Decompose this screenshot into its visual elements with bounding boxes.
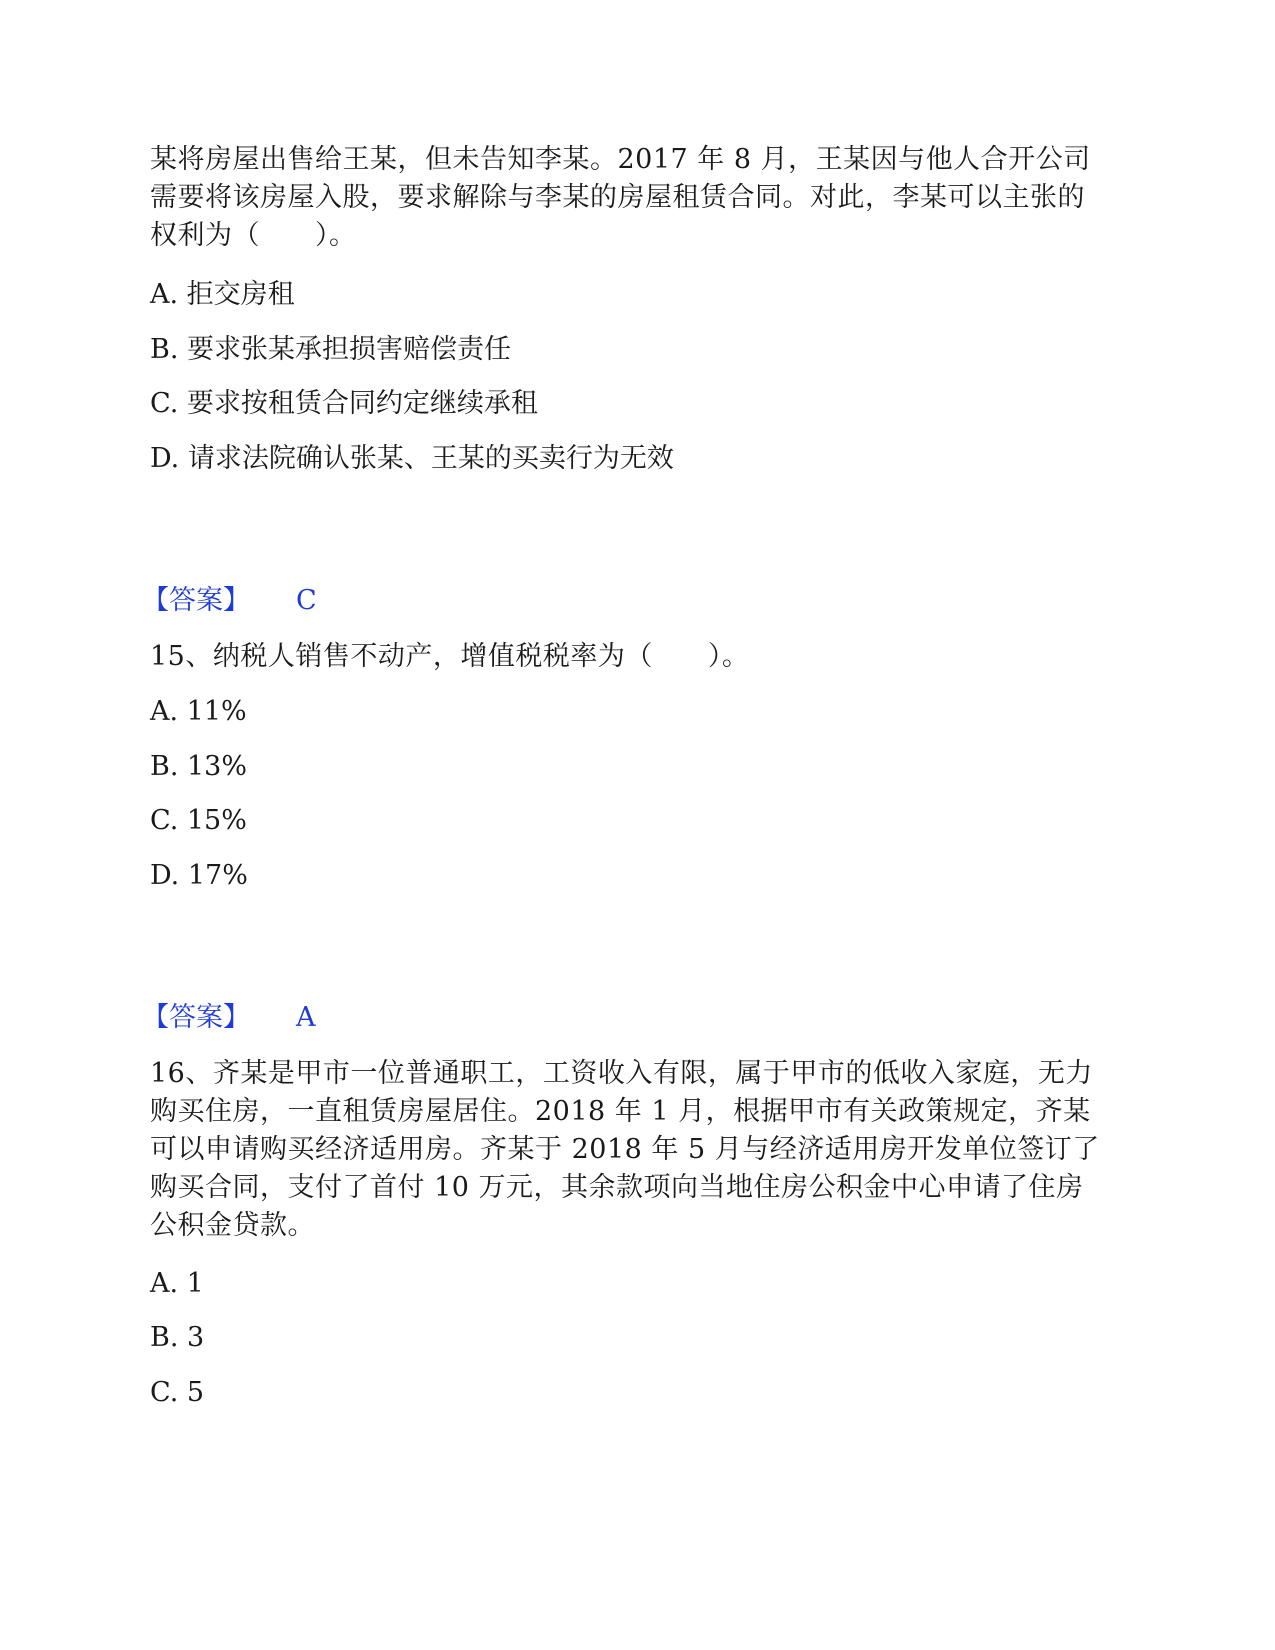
question-15-stem: 15、纳税人销售不动产，增值税税率为（ ）。 <box>150 641 750 672</box>
question-14-stem: 某将房屋出售给王某，但未告知李某。2017 年 8 月，王某因与他人合开公司需要将该房屋入股，要求解除与李某的房屋租赁合同。对此，李某可以主张的权利为（ ）。 <box>150 144 1091 251</box>
answer-value: A <box>296 1002 316 1033</box>
answer-label: 【答案】 <box>142 1002 250 1033</box>
question-15-option-c: C. 15% <box>150 805 247 836</box>
question-14-option-a: A. 拒交房租 <box>150 279 295 310</box>
question-14-answer <box>142 582 317 620</box>
question-14-option-d: D. 请求法院确认张某、王某的买卖行为无效 <box>150 443 674 474</box>
question-15-answer <box>142 999 316 1037</box>
answer-value: C <box>296 585 317 616</box>
answer-label: 【答案】 <box>142 585 250 616</box>
question-16-stem: 16、齐某是甲市一位普通职工，工资收入有限，属于甲市的低收入家庭，无力购买住房，一直租赁房屋居住。2018 年 1 月，根据甲市有关政策规定，齐某可以申请购买经济适用房。齐某于 2018 年 5 月与经济适用房开发单位签订了购买合同，支付了首付 10 万元，其余款项向当地住房公积金中心申请了住房公积金贷款。 <box>150 1058 1100 1241</box>
question-16-option-b: B. 3 <box>150 1322 205 1353</box>
question-15-option-b: B. 13% <box>150 751 248 782</box>
question-16-option-c: C. 5 <box>150 1377 205 1408</box>
question-14-option-b: B. 要求张某承担损害赔偿责任 <box>150 334 512 365</box>
question-14-option-c: C. 要求按租赁合同约定继续承租 <box>150 388 538 419</box>
question-15-option-d: D. 17% <box>150 860 248 891</box>
question-15-option-a: A. 11% <box>150 696 247 727</box>
question-16-option-a: A. 1 <box>150 1268 204 1299</box>
